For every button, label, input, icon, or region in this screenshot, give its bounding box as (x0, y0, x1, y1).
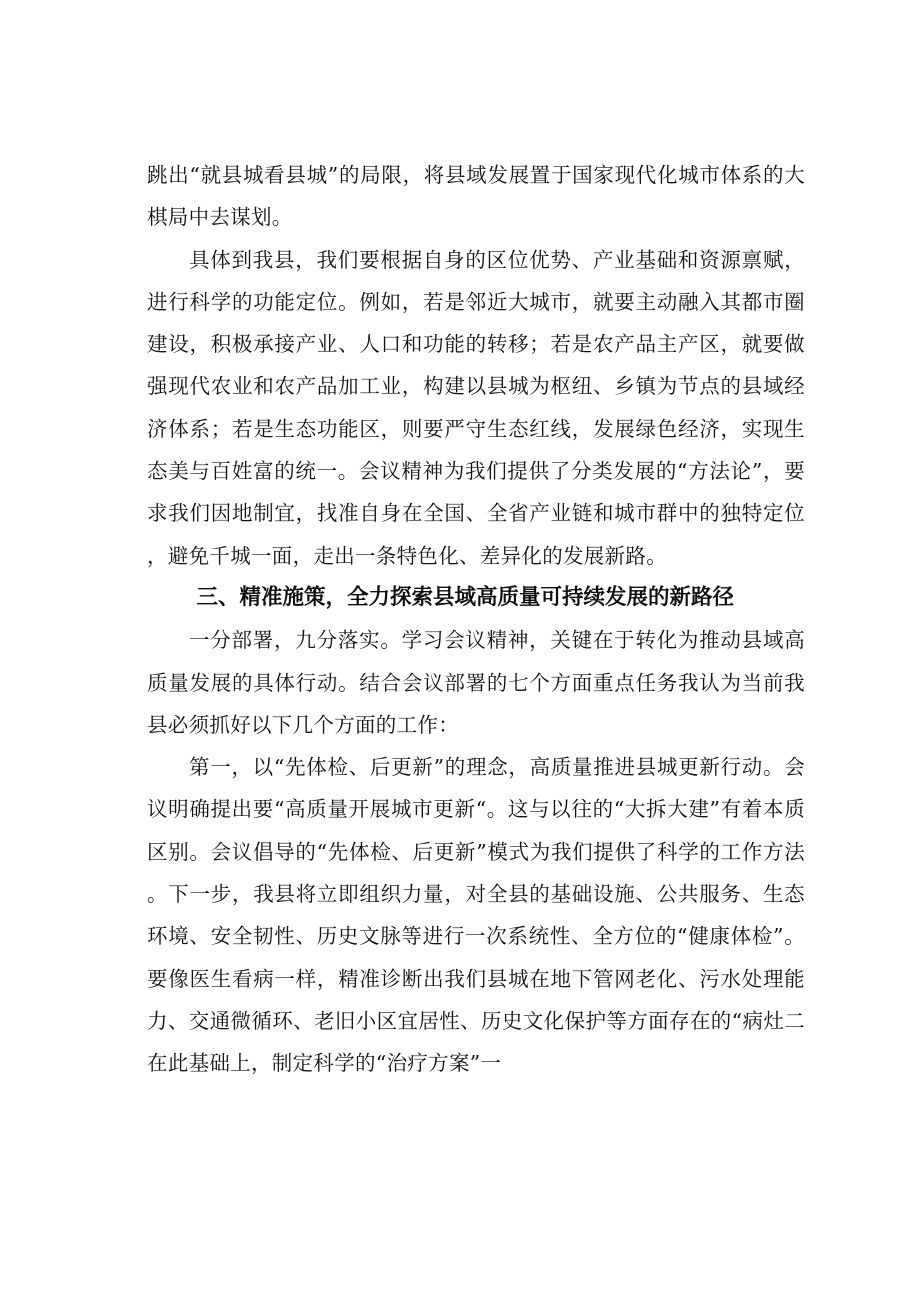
paragraph-county-positioning: 具体到我县，我们要根据自身的区位优势、产业基础和资源禀赋，进行科学的功能定位。例如，若是邻近大城市，就要主动融入其都市圈建设，积极承接产业、人口和功能的转移；若是农产品主产区，就要做强现代农业和农产品加工业，构建以县城为枢纽、乡镇为节点的县域经济体系；若是生态功能区，则要严守生态红线，发展绿色经济，实现生态美与百姓富的统一。会议精神为我们提供了分类发展的“方法论”，要求我们因地制宜，找准自身在全国、全省产业链和城市群中的独特定位，避免千城一面，走出一条特色化、差异化的发展新路。 (147, 247, 805, 568)
section-heading: 三、精准施策，全力探索县域高质量可持续发展的新路径 (196, 584, 734, 610)
document-body (147, 154, 805, 1085)
paragraph-implementation: 一分部署，九分落实。学习会议精神，关键在于转化为推动县域高质量发展的具体行动。结合会议部署的七个方面重点任务我认为当前我县必须抓好以下几个方面的工作： (147, 628, 805, 737)
paragraph-urban-renewal: 第一，以“先体检、后更新”的理念，高质量推进县城更新行动。会议明确提出要“高质量开展城市更新“。这与以往的“大拆大建”有着本质区别。会议倡导的“先体检、后更新”模式为我们提供了科学的工作方法。下一步，我县将立即组织力量，对全县的基础设施、公共服务、生态环境、安全韧性、历史文脉等进行一次系统性、全方位的“健康体检”。要像医生看病一样，精准诊断出我们县城在地下管网老化、污水处理能力、交通微循环、老旧小区宜居性、历史文化保护等方面存在的“病灶二在此基础上，制定科学的“治疗方案”一 (147, 755, 805, 1076)
paragraph-continuation: 跳出“就县城看县城”的局限，将县域发展置于国家现代化城市体系的大棋局中去谋划。 (147, 163, 805, 230)
